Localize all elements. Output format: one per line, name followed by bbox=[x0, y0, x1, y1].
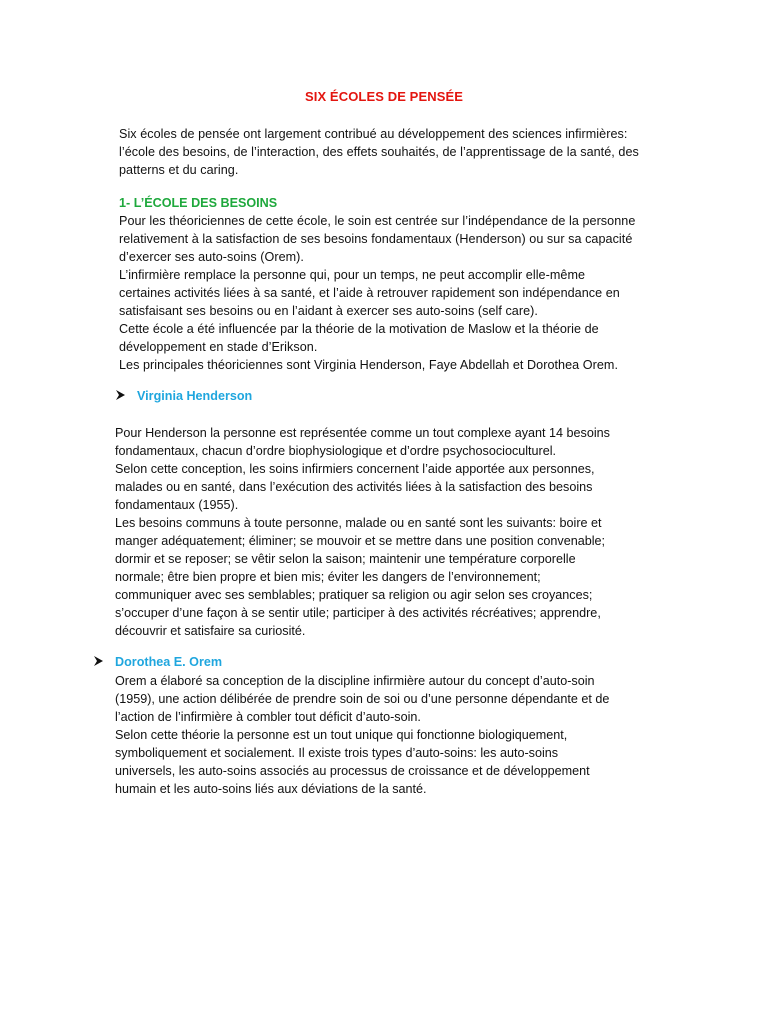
intro-line: Six écoles de pensée ont largement contribué au développement des sciences infirmières: bbox=[119, 127, 628, 141]
orem-line: (1959), une action délibérée de prendre soin de soi ou d’une personne dépendante et de bbox=[115, 692, 610, 706]
besoins-line: d’exercer ses auto-soins (Orem). bbox=[119, 250, 304, 264]
orem-line: Selon cette théorie la personne est un tout unique qui fonctionne biologiquement, bbox=[115, 728, 568, 742]
subheading-henderson: Virginia Henderson bbox=[137, 389, 253, 403]
orem-line: Orem a élaboré sa conception de la discipline infirmière autour du concept d’auto-soin bbox=[115, 674, 595, 688]
henderson-line: fondamentaux (1955). bbox=[115, 498, 239, 512]
henderson-line: Les besoins communs à toute personne, malade ou en santé sont les suivants: boire et bbox=[115, 516, 602, 530]
henderson-line: normale; être bien propre et bien mis; éviter les dangers de l’environnement; bbox=[115, 570, 541, 584]
orem-line: universels, les auto-soins associés au processus de croissance et de développement bbox=[115, 764, 590, 778]
arrowhead-bullet-icon bbox=[115, 389, 126, 404]
subheading-orem: Dorothea E. Orem bbox=[115, 655, 223, 669]
henderson-line: découvrir et satisfaire sa curiosité. bbox=[115, 624, 306, 638]
henderson-line: dormir et se reposer; se vêtir selon la saison; maintenir une température corporelle bbox=[115, 552, 576, 566]
besoins-line: développement en stade d’Erikson. bbox=[119, 340, 318, 354]
besoins-line: satisfaisant ses besoins ou en l’aidant à exercer ses auto-soins (self care). bbox=[119, 304, 538, 318]
orem-line: symboliquement et socialement. Il existe trois types d’auto-soins: les auto-soins bbox=[115, 746, 559, 760]
henderson-paragraph bbox=[115, 424, 679, 640]
section-heading-besoins: 1- L’ÉCOLE DES BESOINS bbox=[119, 196, 278, 210]
besoins-line: L’infirmière remplace la personne qui, pour un temps, ne peut accomplir elle-même bbox=[119, 268, 586, 282]
intro-line: l’école des besoins, de l’interaction, des effets souhaités, de l’apprentissage de la santé, des bbox=[119, 145, 639, 159]
orem-line: l’action de l’infirmière à combler tout déficit d’auto-soin. bbox=[115, 710, 421, 724]
henderson-line: s’occuper d’une façon à se sentir utile; participer à des activités récréatives; apprendre, bbox=[115, 606, 601, 620]
henderson-line: fondamentaux, chacun d’ordre biophysiologique et d’ordre psychosocioculturel. bbox=[115, 444, 557, 458]
besoins-line: certaines activités liées à sa santé, et l’aide à retrouver rapidement son indépendance en bbox=[119, 286, 620, 300]
page-title: SIX ÉCOLES DE PENSÉE bbox=[304, 89, 464, 104]
besoins-line: relativement à la satisfaction de ses besoins fondamentaux (Henderson) ou sur sa capacité bbox=[119, 232, 633, 246]
henderson-line: Pour Henderson la personne est représentée comme un tout complexe ayant 14 besoins bbox=[115, 426, 610, 440]
besoins-paragraph bbox=[119, 212, 679, 374]
arrowhead-bullet-icon bbox=[93, 655, 104, 670]
henderson-line: communiquer avec ses semblables; pratiquer sa religion ou agir selon ses croyances; bbox=[115, 588, 593, 602]
henderson-line: Selon cette conception, les soins infirmiers concernent l’aide apportée aux personnes, bbox=[115, 462, 595, 476]
besoins-line: Cette école a été influencée par la théorie de la motivation de Maslow et la théorie de bbox=[119, 322, 599, 336]
henderson-line: malades ou en santé, dans l’exécution des activités liées à la satisfaction des besoins bbox=[115, 480, 593, 494]
henderson-line: manger adéquatement; éliminer; se mouvoir et se mettre dans une position convenable; bbox=[115, 534, 606, 548]
orem-line: humain et les auto-soins liés aux déviations de la santé. bbox=[115, 782, 427, 796]
intro-paragraph bbox=[119, 125, 679, 179]
besoins-line: Les principales théoriciennes sont Virginia Henderson, Faye Abdellah et Dorothea Orem. bbox=[119, 358, 619, 372]
orem-paragraph bbox=[115, 672, 679, 798]
intro-line: patterns et du caring. bbox=[119, 163, 239, 177]
besoins-line: Pour les théoriciennes de cette école, le soin est centrée sur l’indépendance de la personne bbox=[119, 214, 636, 228]
